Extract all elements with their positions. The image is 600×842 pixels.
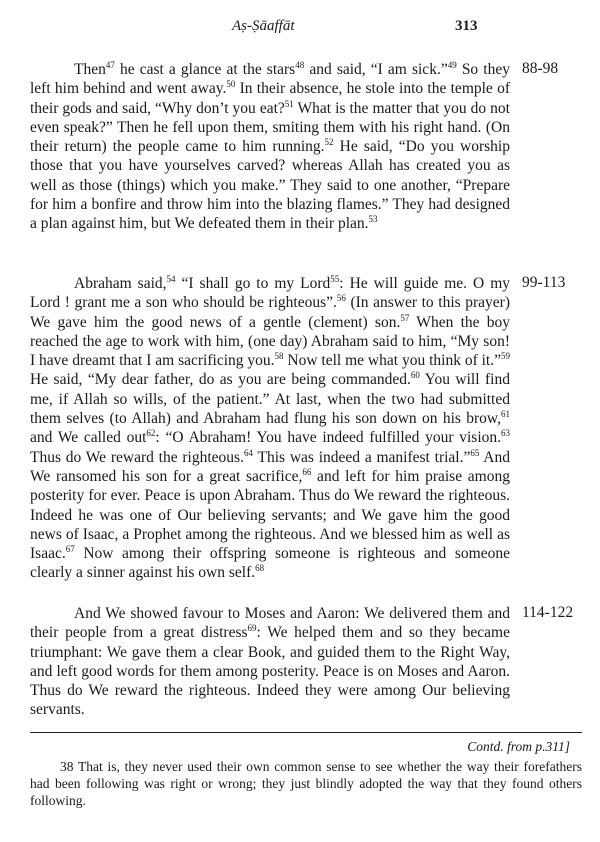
text-run: and We called out: [30, 429, 147, 447]
paragraph-block: [30, 60, 510, 234]
paragraph-text: [30, 274, 510, 583]
text-run: And We showed favour to Moses and Aaron: We delivered them and their people from a great distress: [30, 605, 510, 642]
footnote-marker: 53: [368, 214, 378, 225]
footnote-marker: 68: [255, 563, 265, 574]
text-run: Now tell me what you think of it.”: [283, 352, 501, 370]
footnote-marker: 56: [336, 293, 346, 304]
footnote-marker: 51: [284, 98, 294, 109]
text-run: (In answer to this prayer) We gave him the good news of a gentle (clement) son.: [30, 294, 510, 331]
footnote-marker: 63: [501, 428, 510, 439]
text-run: : “O Abraham! You have indeed fulfilled your vision.: [155, 429, 501, 447]
footnote-marker: 69: [247, 623, 257, 634]
text-run: What is the matter that you do not even speak?” Then he fell upon them, smiting them with his right hand. (On their return) the people came to him running.: [30, 99, 510, 156]
text-run: Thus do We reward the righteous.: [30, 448, 244, 466]
footnote-marker: 48: [295, 59, 305, 70]
text-run: He said, “My dear father, do as you are being commanded.: [30, 371, 411, 389]
page-number: 313: [455, 18, 478, 34]
footnote-marker: 59: [501, 351, 510, 362]
footnote-marker: 55: [330, 273, 340, 284]
page-header: [0, 18, 600, 42]
text-run: and left for him praise among posterity for ever. Peace is upon Abraham. Thus do We reward the righteous. Indeed he was one of Our believing servants; and We gave him the good news of Isaac, a Prophet among the righteous. And we blessed him as well as Isaac.: [30, 467, 510, 563]
text-run: So they left him behind and went away.: [30, 61, 510, 98]
text-run: When the boy reached the age to work with him, (one day) Abraham said to him, “My son! I have dreamt that I am sacrificing you.: [30, 313, 510, 370]
text-run: and said, “I am sick.”: [304, 61, 448, 78]
footnote-marker: 47: [105, 59, 115, 70]
footnote-marker: 60: [410, 370, 420, 381]
footnote-marker: 54: [166, 273, 176, 284]
text-run: Then: [74, 61, 106, 78]
running-title: Aṣ-Ṣāaffāt: [232, 18, 295, 34]
footnote-marker: 64: [243, 447, 253, 458]
text-run: He said, “Do you worship those that you have yourselves carved? whereas Allah has created you as well as those (things) which you make.” They said to one another, “Prepare for him a bonfire and throw him into the blazing flames.” They had designed a plan against him, but We defeated them in their plan.: [30, 138, 510, 233]
footnote-marker: 50: [226, 79, 236, 90]
continuation-note: Contd. from p.311]: [467, 739, 570, 754]
text-run: This was indeed a manifest trial.”: [252, 448, 471, 466]
footnote-marker: 49: [447, 59, 457, 70]
text-run: “I shall go to my Lord: [175, 275, 331, 292]
footnote-marker: 52: [324, 137, 334, 148]
footnote-marker: 67: [65, 544, 75, 554]
paragraph-block: [30, 604, 510, 720]
paragraph-text: [30, 60, 510, 234]
text-run: And We ransomed his son for a great sacrifice,: [30, 448, 511, 485]
footnote-marker: 58: [274, 351, 284, 362]
footnote-marker: 61: [501, 408, 510, 419]
footnote-divider: [30, 732, 582, 733]
text-run: You will find me, if Allah so wills, of the patient.” At last, when the two had submitted them selves (to Allah) and Abraham had flung his son down on his brow,: [30, 371, 510, 428]
footnote-marker: 66: [302, 466, 312, 477]
verse-range-label: 99-113: [522, 274, 566, 291]
footnote: 38 That is, they never used their own common sense to see whether the way their forefathers had been following was right or wrong; they just blindly adopted the way that they found others following.: [30, 759, 582, 808]
verse-range-label: 88-98: [522, 60, 559, 77]
verse-range-label: 114-122: [522, 604, 574, 621]
text-run: he cast a glance at the stars: [114, 61, 296, 78]
text-run: : He will guide me. O my Lord ! grant me a son who should be righteous”.: [30, 275, 511, 312]
text-run: Now among their offspring someone is righteous and someone clearly a sinner against his own self.: [30, 545, 510, 582]
paragraph-block: [30, 274, 510, 583]
text-run: : We helped them and so they became triumphant: We gave them a clear Book, and guided them to the Right Way, and left good words for them among posterity. Peace is on Moses and Aaron. Thus do We reward the righteous. Indeed they were among Our believing servants.: [30, 624, 510, 719]
footnote-marker: 62: [146, 428, 156, 439]
footnote-marker: 65: [470, 447, 480, 458]
paragraph-text: [30, 604, 510, 720]
footnote-marker: 57: [400, 312, 410, 323]
text-run: In their absence, he stole into the temple of their gods and said, “Why don’t you eat?: [30, 80, 510, 117]
text-run: Abraham said,: [74, 275, 167, 292]
